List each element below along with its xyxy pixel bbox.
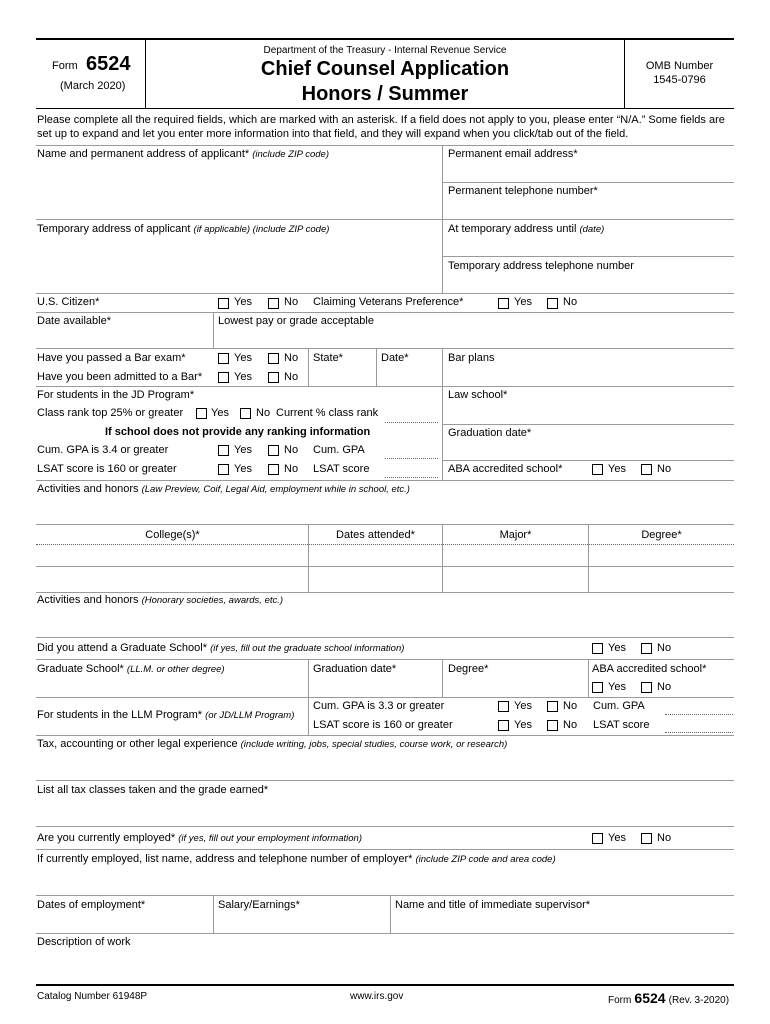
grad-gpa-label: Cum. GPA: [593, 700, 645, 712]
class-rank-no-checkbox[interactable]: [240, 408, 251, 419]
bar-admitted-yes-label: Yes: [234, 371, 252, 383]
form-subtitle: Honors / Summer: [301, 83, 469, 105]
lowest-pay-label: Lowest pay or grade acceptable: [218, 315, 374, 327]
citizen-label: U.S. Citizen*: [37, 296, 100, 308]
form-date: (March 2020): [60, 80, 126, 92]
omb-label: OMB Number: [645, 60, 714, 72]
employed-no-label: No: [657, 832, 672, 844]
agency-name: Department of the Treasury - Internal Revenue Service: [263, 45, 507, 56]
current-rank-label: Current % class rank: [276, 407, 379, 419]
grad-gpa-no-label: No: [563, 700, 578, 712]
aba-no-label: No: [657, 463, 672, 475]
citizen-yes-checkbox[interactable]: [218, 298, 229, 309]
citizen-yes-label: Yes: [234, 296, 252, 308]
grad-gpa-yes-label: Yes: [514, 700, 532, 712]
email-label: Permanent email address*: [448, 148, 578, 160]
bar-passed-yes-label: Yes: [234, 352, 252, 364]
grad-lsat-no-label: No: [563, 719, 578, 731]
bar-passed-yes-checkbox[interactable]: [218, 353, 229, 364]
grad-aba-yes-label: Yes: [608, 681, 626, 693]
footer-form-id: Form 6524 (Rev. 3-2020): [608, 990, 730, 1006]
aba-yes-label: Yes: [608, 463, 626, 475]
bar-passed-no-checkbox[interactable]: [268, 353, 279, 364]
aba-label: ABA accredited school*: [448, 463, 563, 475]
grad-lsat-no-checkbox[interactable]: [547, 720, 558, 731]
gpa-no-label: No: [284, 444, 299, 456]
employed-yes-label: Yes: [608, 832, 626, 844]
citizen-no-checkbox[interactable]: [268, 298, 279, 309]
employment-dates-label: Dates of employment*: [37, 899, 146, 911]
bar-plans-label: Bar plans: [448, 352, 495, 364]
employed-label: Are you currently employed* (if yes, fill out your employment information): [37, 832, 362, 844]
employer-label: If currently employed, list name, address and telephone number of employer* (include ZIP code and area code): [37, 853, 556, 865]
bar-admitted-label: Have you been admitted to a Bar*: [37, 371, 203, 383]
grad-aba-no-checkbox[interactable]: [641, 682, 652, 693]
phone-label: Permanent telephone number*: [448, 185, 598, 197]
grad-degree-label: Degree*: [448, 663, 489, 675]
grad-attend-yes-label: Yes: [608, 642, 626, 654]
form-title: Chief Counsel Application: [260, 58, 510, 80]
name-address-label: Name and permanent address of applicant* (include ZIP code): [37, 148, 329, 160]
dates-attended-col-header: Dates attended*: [336, 529, 415, 541]
bar-passed-no-label: No: [284, 352, 299, 364]
grad-gpa-yes-checkbox[interactable]: [498, 701, 509, 712]
grad-graduation-label: Graduation date*: [313, 663, 397, 675]
lsat-yes-label: Yes: [234, 463, 252, 475]
grad-aba-label: ABA accredited school*: [592, 663, 707, 675]
irs-website-link[interactable]: www.irs.gov: [350, 991, 404, 1002]
grad-attend-label: Did you attend a Graduate School* (if yes, fill out the graduate school information): [37, 642, 405, 654]
grad-attend-yes-checkbox[interactable]: [592, 643, 603, 654]
grad-lsat-yes-checkbox[interactable]: [498, 720, 509, 731]
temp-address-label: Temporary address of applicant (if applicable) (include ZIP code): [37, 223, 330, 235]
supervisor-label: Name and title of immediate supervisor*: [395, 899, 591, 911]
employed-no-checkbox[interactable]: [641, 833, 652, 844]
grad-aba-no-label: No: [657, 681, 672, 693]
gpa-label: Cum. GPA: [313, 444, 365, 456]
salary-label: Salary/Earnings*: [218, 899, 300, 911]
class-rank-yes-label: Yes: [211, 407, 229, 419]
aba-no-checkbox[interactable]: [641, 464, 652, 475]
employed-yes-checkbox[interactable]: [592, 833, 603, 844]
veterans-no-label: No: [563, 296, 578, 308]
veterans-label: Claiming Veterans Preference*: [313, 296, 464, 308]
grad-lsat-yes-label: Yes: [514, 719, 532, 731]
veterans-no-checkbox[interactable]: [547, 298, 558, 309]
class-rank-yes-checkbox[interactable]: [196, 408, 207, 419]
lsat-question-label: LSAT score is 160 or greater: [37, 463, 177, 475]
grad-lsat-question-label: LSAT score is 160 or greater: [313, 719, 453, 731]
bar-admitted-no-checkbox[interactable]: [268, 372, 279, 383]
graduation-date-label: Graduation date*: [448, 427, 532, 439]
grad-lsat-label: LSAT score: [593, 719, 650, 731]
jd-heading: For students in the JD Program*: [37, 389, 195, 401]
lsat-yes-checkbox[interactable]: [218, 464, 229, 475]
bar-admitted-no-label: No: [284, 371, 299, 383]
form-label: Form: [52, 60, 78, 72]
gpa-yes-label: Yes: [234, 444, 252, 456]
tax-experience-label: Tax, accounting or other legal experience (include writing, jobs, special studies, course work, or research): [37, 738, 508, 750]
law-school-label: Law school*: [448, 389, 508, 401]
bar-admitted-yes-checkbox[interactable]: [218, 372, 229, 383]
instructions-text: Please complete all the required fields, which are marked with an asterisk. If a field does not apply to you, please enter “N/A.” Some fields are set up to expand and let you enter more information into that field, and they will expand when you click/tab out of the field.: [37, 114, 725, 140]
date-available-label: Date available*: [37, 315, 111, 327]
college-activities-label: Activities and honors (Honorary societies, awards, etc.): [37, 594, 284, 606]
grad-attend-no-checkbox[interactable]: [641, 643, 652, 654]
jd-activities-label: Activities and honors (Law Preview, Coif, Legal Aid, employment while in school, etc.): [37, 483, 410, 495]
omb-number: 1545-0796: [653, 74, 706, 86]
bar-passed-label: Have you passed a Bar exam*: [37, 352, 186, 364]
veterans-yes-checkbox[interactable]: [498, 298, 509, 309]
temp-phone-label: Temporary address telephone number: [448, 260, 634, 272]
catalog-number: Catalog Number 61948P: [37, 991, 148, 1002]
bar-state-label: State*: [313, 352, 343, 364]
aba-yes-checkbox[interactable]: [592, 464, 603, 475]
college-col-header: College(s)*: [145, 529, 200, 541]
lsat-no-label: No: [284, 463, 299, 475]
class-rank-label: Class rank top 25% or greater: [37, 407, 184, 419]
llm-label: For students in the LLM Program* (or JD/LLM Program): [37, 709, 295, 721]
grad-attend-no-label: No: [657, 642, 672, 654]
degree-col-header: Degree*: [641, 529, 682, 541]
grad-gpa-question-label: Cum. GPA is 3.3 or greater: [313, 700, 445, 712]
grad-school-label: Graduate School* (LL.M. or other degree): [37, 663, 225, 675]
tax-classes-label: List all tax classes taken and the grade earned*: [37, 784, 269, 796]
major-col-header: Major*: [499, 529, 532, 541]
temp-until-label: At temporary address until (date): [448, 223, 605, 235]
class-rank-no-label: No: [256, 407, 271, 419]
no-ranking-note: If school does not provide any ranking information: [105, 426, 371, 438]
veterans-yes-label: Yes: [514, 296, 532, 308]
gpa-question-label: Cum. GPA is 3.4 or greater: [37, 444, 169, 456]
citizen-no-label: No: [284, 296, 299, 308]
lsat-label: LSAT score: [313, 463, 370, 475]
bar-date-label: Date*: [381, 352, 409, 364]
grad-gpa-no-checkbox[interactable]: [547, 701, 558, 712]
grad-aba-yes-checkbox[interactable]: [592, 682, 603, 693]
gpa-no-checkbox[interactable]: [268, 445, 279, 456]
lsat-no-checkbox[interactable]: [268, 464, 279, 475]
work-description-label: Description of work: [37, 936, 131, 948]
gpa-yes-checkbox[interactable]: [218, 445, 229, 456]
form-number: 6524: [86, 53, 131, 75]
